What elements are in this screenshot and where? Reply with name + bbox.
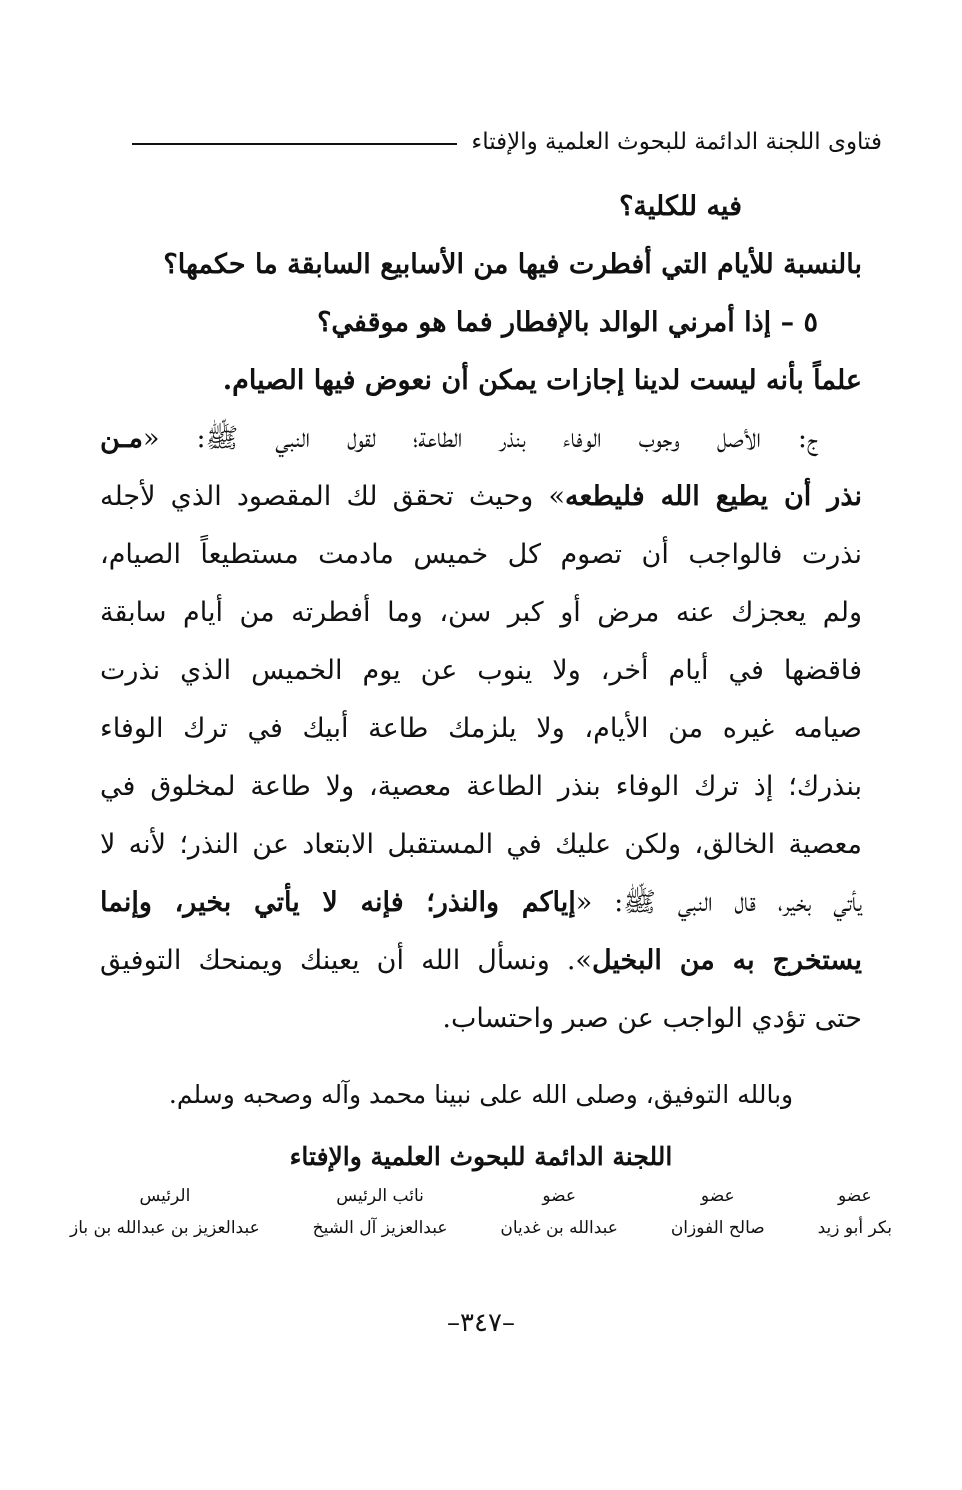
answer-line: فاقضها في أيام أخر، ولا ينوب عن يوم الخميس الذي نذرت <box>100 655 862 686</box>
question-line: علماً بأنه ليست لدينا إجازات يمكن أن نعوض فيها الصيام. <box>222 365 862 396</box>
answer-line: نذرت فالواجب أن تصوم كل خميس مادمت مستطيعاً الصيام، <box>100 539 862 570</box>
signatory-title: عضو <box>542 1186 576 1206</box>
signatory-name: بكر أبو زيد <box>817 1218 892 1238</box>
signatory-name: عبدالعزيز بن عبدالله بن باز <box>70 1218 260 1238</box>
hadith-text: إياكم والنذر؛ فإنه لا يأتي بخير، وإنما <box>100 887 576 918</box>
answer-line: بنذرك؛ إذ ترك الوفاء بنذر الطاعة معصية، ولا طاعة لمخلوق في <box>100 771 862 802</box>
answer-line: ولم يعجزك عنه مرض أو كبر سن، وما أفطرته من أيام سابقة <box>100 597 862 628</box>
signatory <box>500 1186 618 1238</box>
signatory-title: نائب الرئيس <box>336 1186 424 1206</box>
signatory <box>671 1186 765 1238</box>
page-number: –٣٤٧– <box>447 1308 515 1338</box>
signatory-title: الرئيس <box>139 1186 191 1206</box>
header-title: فتاوى اللجنة الدائمة للبحوث العلمية والإفتاء <box>471 129 882 155</box>
answer-line: حتى تؤدي الواجب عن صبر واحتساب. <box>442 1003 862 1034</box>
signatory-name: عبدالله بن غديان <box>500 1218 618 1238</box>
hadith-text: مـن <box>100 423 143 454</box>
answer-line <box>100 410 862 468</box>
question-line: بالنسبة للأيام التي أفطرت فيها من الأسابيع السابقة ما حكمها؟ <box>163 249 862 280</box>
signatory-name: صالح الفوزان <box>670 1218 765 1238</box>
signatory <box>818 1186 892 1238</box>
answer-text: » وحيث تحقق لك المقصود الذي لأجله <box>100 481 565 512</box>
question-line: ٥ – إذا أمرني الوالد بالإفطار فما هو موقفي؟ <box>317 307 818 338</box>
signatory-title: عضو <box>700 1186 735 1206</box>
signatory <box>70 1186 260 1238</box>
signatory-name: عبدالعزيز آل الشيخ <box>312 1218 448 1238</box>
closing-line: وبالله التوفيق، وصلى الله على نبينا محمد وآله وصحبه وسلم. <box>168 1080 794 1109</box>
signatory <box>313 1186 448 1238</box>
answer-line <box>100 468 862 526</box>
answer-line <box>100 874 862 932</box>
header-rule <box>132 143 457 145</box>
answer-line <box>100 932 862 990</box>
hadith-text: نذر أن يطيع الله فليطعه <box>565 481 863 512</box>
committee-name: اللجنة الدائمة للبحوث العلمية والإفتاء <box>289 1142 673 1171</box>
answer-line: معصية الخالق، ولكن عليك في المستقبل الابتعاد عن النذر؛ لأنه لا <box>100 829 862 860</box>
fatwa-body <box>100 178 862 1048</box>
question-line: فيه للكلية؟ <box>619 191 742 222</box>
answer-text: ج: الأصل وجوب الوفاء بنذر الطاعة؛ لقول النبي ﷺ: « <box>142 423 818 454</box>
answer-line: صيامه غيره من الأيام، ولا يلزمك طاعة أبيك في ترك الوفاء <box>100 713 862 744</box>
running-header <box>132 122 882 162</box>
answer-text: ». ونسأل الله أن يعينك ويمنحك التوفيق <box>100 945 592 976</box>
answer-text: يأتي بخير، قال النبي ﷺ: « <box>575 887 862 918</box>
signatory-title: عضو <box>837 1186 872 1206</box>
hadith-text: يستخرج به من البخيل <box>591 945 862 976</box>
signatories-table <box>70 1186 892 1238</box>
